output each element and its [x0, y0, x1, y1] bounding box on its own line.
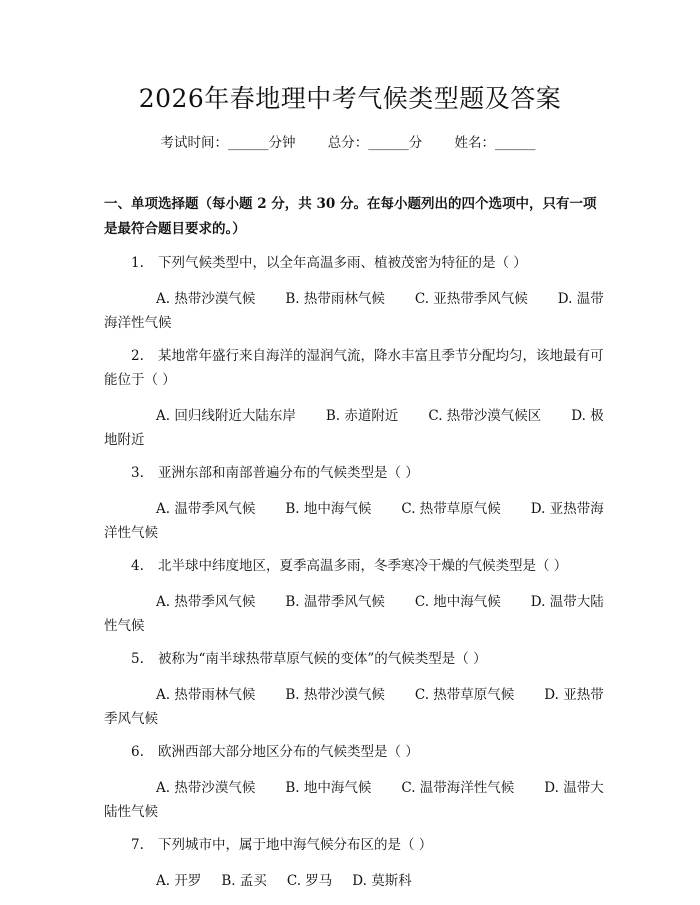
option-b: B. 温带季风气候 [285, 594, 385, 610]
question-2 [104, 344, 604, 452]
question-options [104, 287, 604, 335]
option-a: A. 回归线附近大陆东岸 [156, 408, 296, 424]
question-stem [104, 647, 604, 671]
option-c: C. 热带草原气候 [401, 501, 501, 517]
option-b: B. 地中海气候 [285, 501, 372, 517]
option-d: D. 亚热带海洋性气候 [104, 501, 604, 541]
option-a: A. 热带季风气候 [156, 594, 256, 610]
question-stem [104, 554, 604, 578]
question-number: 5. [131, 651, 144, 667]
option-b: B. 地中海气候 [285, 780, 372, 796]
total-score-field: 总分：______分 [327, 135, 423, 151]
option-b: B. 赤道附近 [325, 408, 399, 424]
option-a: A. 温带季风气候 [156, 501, 256, 517]
option-d: D. 亚热带季风气候 [104, 687, 604, 727]
option-d: D. 温带大陆性气候 [104, 780, 604, 820]
option-c: C. 热带沙漠气候区 [428, 408, 542, 424]
option-c: C. 亚热带季风气候 [414, 291, 528, 307]
option-c: C. 热带草原气候 [414, 687, 515, 703]
question-text: 被称为“南半球热带草原气候的变体”的气候类型是（ ） [158, 651, 487, 667]
question-stem [104, 740, 604, 764]
page-title: 2026年春地理中考气候类型题及答案 [138, 84, 562, 113]
question-options [104, 683, 604, 731]
question-number: 7. [131, 837, 144, 853]
question-options [104, 497, 604, 545]
question-text: 某地常年盛行来自海洋的湿润气流，降水丰富且季节分配均匀，该地最有可能位于（ ） [104, 348, 604, 388]
question-options [104, 869, 604, 893]
question-5 [104, 647, 604, 731]
question-text: 北半球中纬度地区，夏季高温多雨，冬季寒冷干燥的气候类型是（ ） [158, 558, 568, 574]
question-1 [104, 251, 604, 335]
question-number: 3. [131, 465, 144, 481]
section-heading: 一、单项选择题（每小题 2 分，共 30 分。在每小题列出的四个选项中，只有一项是最符合题目要求的。） [104, 196, 597, 237]
question-number: 2. [131, 348, 144, 364]
option-d: D. 莫斯科 [352, 873, 412, 889]
option-a: A. 热带雨林气候 [156, 687, 256, 703]
question-text: 欧洲西部大部分地区分布的气候类型是（ ） [158, 744, 419, 760]
question-options [104, 776, 604, 824]
question-text: 下列城市中，属于地中海气候分布区的是（ ） [158, 837, 433, 853]
option-d: D. 极地附近 [104, 408, 604, 448]
option-b: B. 热带沙漠气候 [285, 687, 385, 703]
question-stem [104, 833, 604, 857]
exam-meta [98, 133, 598, 153]
question-text: 下列气候类型中，以全年高温多雨、植被茂密为特征的是（ ） [158, 255, 527, 271]
question-options [104, 590, 604, 638]
question-number: 6. [131, 744, 144, 760]
option-d: D. 温带大陆性气候 [104, 594, 604, 634]
question-stem [104, 461, 604, 485]
option-c: C. 温带海洋性气候 [401, 780, 515, 796]
option-a: A. 热带沙漠气候 [156, 291, 256, 307]
exam-time-field: 考试时间：______分钟 [160, 135, 296, 151]
option-b: B. 热带雨林气候 [285, 291, 385, 307]
option-c: C. 地中海气候 [414, 594, 501, 610]
option-c: C. 罗马 [286, 873, 333, 889]
option-b: B. 孟买 [221, 873, 267, 889]
question-stem [104, 251, 604, 275]
question-text: 亚洲东部和南部普遍分布的气候类型是（ ） [158, 465, 419, 481]
option-a: A. 开罗 [156, 873, 202, 889]
question-7 [104, 833, 604, 893]
question-4 [104, 554, 604, 638]
question-number: 4. [131, 558, 144, 574]
question-3 [104, 461, 604, 545]
question-6 [104, 740, 604, 824]
question-number: 1. [131, 255, 144, 271]
question-options [104, 404, 604, 452]
option-a: A. 热带沙漠气候 [156, 780, 256, 796]
option-d: D. 温带海洋性气候 [104, 291, 604, 331]
name-field: 姓名：______ [454, 135, 536, 151]
question-stem [104, 344, 604, 392]
